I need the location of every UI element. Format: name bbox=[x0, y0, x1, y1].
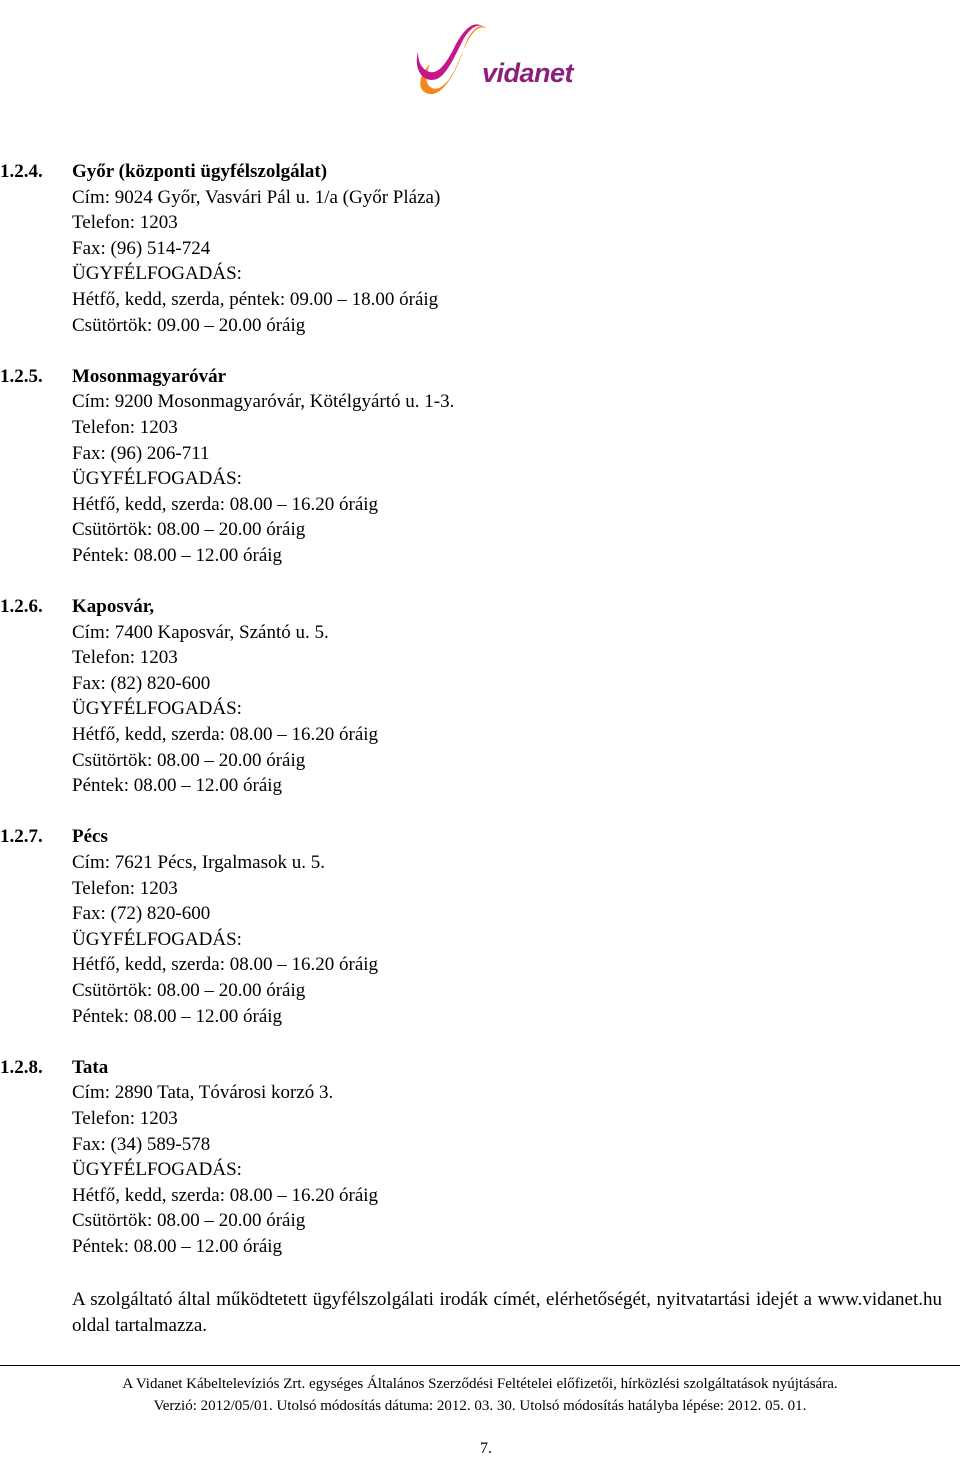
section-line: Fax: (72) 820-600 bbox=[72, 903, 211, 925]
footer-divider bbox=[0, 1365, 960, 1366]
section-line: Fax: (82) 820-600 bbox=[72, 672, 211, 694]
section-line: Cím: 7621 Pécs, Irgalmasok u. 5. bbox=[72, 852, 325, 874]
section-gap bbox=[0, 569, 960, 595]
section-line: Hétfő, kedd, szerda: 08.00 – 16.20 óráig bbox=[72, 1184, 379, 1206]
section-line: ÜGYFÉLFOGADÁS: bbox=[72, 928, 242, 950]
section-line: Hétfő, kedd, szerda: 08.00 – 16.20 óráig bbox=[72, 724, 379, 746]
section-line: Telefon: 1203 bbox=[72, 416, 178, 438]
section-body bbox=[72, 594, 960, 799]
section-line: Hétfő, kedd, szerda: 08.00 – 16.20 óráig bbox=[72, 954, 379, 976]
office-section bbox=[0, 364, 960, 569]
section-number: 1.2.8. bbox=[0, 1056, 43, 1078]
section-line: Hétfő, kedd, szerda: 08.00 – 16.20 óráig bbox=[72, 493, 379, 515]
section-line: Cím: 9200 Mosonmagyaróvár, Kötélgyártó u. 1-3. bbox=[72, 391, 455, 413]
office-section bbox=[0, 159, 960, 338]
info-note: A szolgáltató által működtetett ügyfélszolgálati irodák címét, elérhetőségét, nyitvatartási idejét a www.vidanet.hu oldal tartalmazza. bbox=[72, 1289, 942, 1336]
section-gap bbox=[0, 799, 960, 825]
section-number: 1.2.4. bbox=[0, 161, 43, 182]
section-line: Hétfő, kedd, szerda, péntek: 09.00 – 18.00 óráig bbox=[72, 288, 439, 310]
section-line: Telefon: 1203 bbox=[72, 647, 178, 669]
section-line: Fax: (96) 206-711 bbox=[72, 442, 210, 464]
section-line: Fax: (34) 589-578 bbox=[72, 1133, 211, 1155]
office-list bbox=[0, 159, 960, 1260]
section-number: 1.2.7. bbox=[0, 826, 43, 848]
section-line: Cím: 7400 Kaposvár, Szántó u. 5. bbox=[72, 621, 329, 643]
logo-wordmark: vidanet bbox=[482, 58, 574, 88]
footer-line-2: Verzió: 2012/05/01. Utolsó módosítás dátuma: 2012. 03. 30. Utolsó módosítás hatályba lépése: 2012. 05. 01. bbox=[153, 1398, 807, 1414]
section-body bbox=[72, 824, 960, 1029]
section-body bbox=[72, 159, 960, 338]
office-section bbox=[0, 594, 960, 799]
section-line: Péntek: 08.00 – 12.00 óráig bbox=[72, 544, 283, 566]
section-line: Csütörtök: 08.00 – 20.00 óráig bbox=[72, 1210, 306, 1232]
section-title: Pécs bbox=[72, 826, 108, 848]
section-line: ÜGYFÉLFOGADÁS: bbox=[72, 1159, 242, 1181]
section-line: Telefon: 1203 bbox=[72, 212, 178, 234]
section-line: Péntek: 08.00 – 12.00 óráig bbox=[72, 1235, 283, 1257]
section-line: ÜGYFÉLFOGADÁS: bbox=[72, 698, 242, 720]
page-number: 7. bbox=[480, 1440, 492, 1457]
section-line: Csütörtök: 08.00 – 20.00 óráig bbox=[72, 980, 306, 1001]
section-body bbox=[72, 364, 960, 569]
section-line: Cím: 2890 Tata, Tóvárosi korzó 3. bbox=[72, 1082, 334, 1104]
section-body bbox=[72, 1055, 960, 1260]
logo-swoosh-icon bbox=[410, 14, 490, 100]
section-line: Fax: (96) 514-724 bbox=[72, 237, 211, 259]
footer bbox=[0, 1373, 960, 1417]
section-line: Telefon: 1203 bbox=[72, 1107, 178, 1129]
footer-line-1: A Vidanet Kábeltelevíziós Zrt. egységes Általános Szerződési Feltételei előfizetői, hírközlési szolgáltatások nyújtására. bbox=[122, 1376, 838, 1392]
section-gap bbox=[0, 338, 960, 364]
section-line: Cím: 9024 Győr, Vasvári Pál u. 1/a (Győr Pláza) bbox=[72, 186, 441, 208]
section-line: Telefon: 1203 bbox=[72, 877, 178, 899]
section-title: Mosonmagyaróvár bbox=[72, 365, 227, 387]
section-title: Tata bbox=[72, 1056, 109, 1078]
office-section bbox=[0, 1055, 960, 1260]
section-line: Csütörtök: 08.00 – 20.00 óráig bbox=[72, 749, 306, 771]
section-gap bbox=[0, 1029, 960, 1055]
section-line: Péntek: 08.00 – 12.00 óráig bbox=[72, 1005, 283, 1027]
section-number: 1.2.6. bbox=[0, 596, 43, 618]
section-line: Csütörtök: 09.00 – 20.00 óráig bbox=[72, 314, 306, 336]
vidanet-logo bbox=[410, 14, 580, 100]
section-line: Csütörtök: 08.00 – 20.00 óráig bbox=[72, 519, 306, 541]
section-line: ÜGYFÉLFOGADÁS: bbox=[72, 468, 242, 490]
section-line: Péntek: 08.00 – 12.00 óráig bbox=[72, 775, 283, 797]
section-line: ÜGYFÉLFOGADÁS: bbox=[72, 263, 242, 285]
office-section bbox=[0, 824, 960, 1029]
section-number: 1.2.5. bbox=[0, 365, 43, 387]
section-title: Kaposvár, bbox=[72, 596, 155, 618]
section-title: Győr (központi ügyfélszolgálat) bbox=[72, 161, 328, 182]
